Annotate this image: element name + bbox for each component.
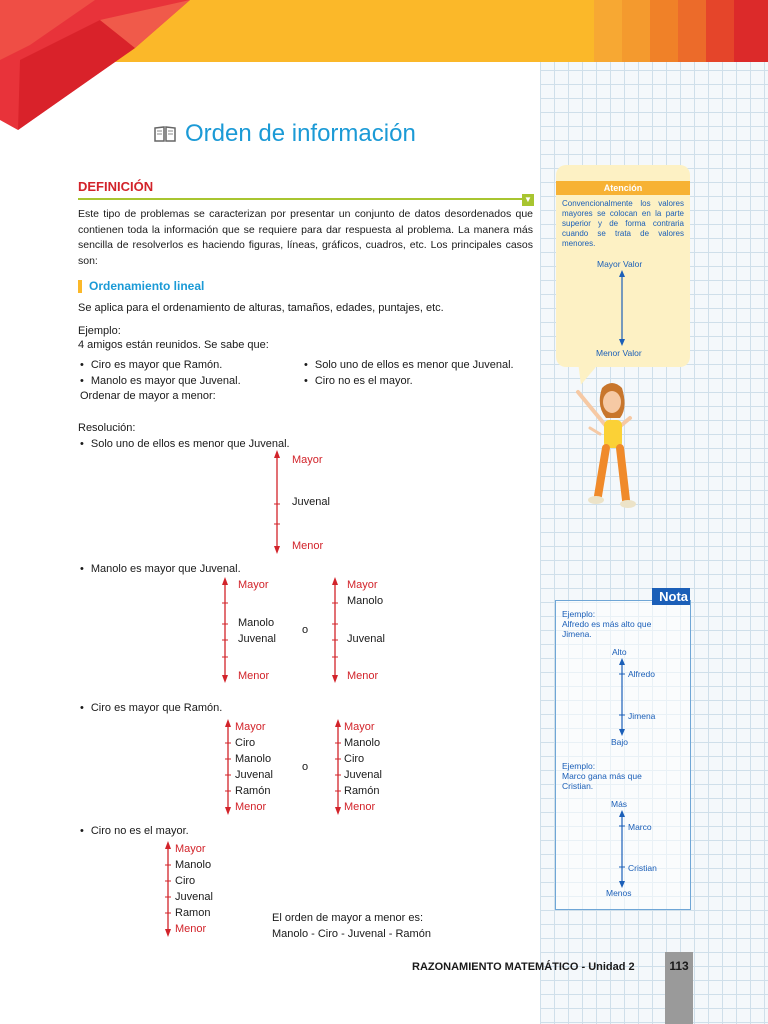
axis-item: Manolo xyxy=(344,737,381,749)
axis-menor-label: Menor xyxy=(175,923,207,935)
page-number: 113 xyxy=(669,959,689,973)
axis-mayor-label: Mayor xyxy=(175,843,206,855)
order-axis xyxy=(221,719,235,815)
axis-mayor-label: Mayor xyxy=(238,579,269,591)
resolution-step: • Ciro no es el mayor. xyxy=(80,824,189,838)
note-top-label: Alto xyxy=(612,647,627,657)
note-item: Marco xyxy=(628,822,652,832)
subsection-title: Ordenamiento lineal xyxy=(78,280,204,293)
chevron-down-icon: ▼ xyxy=(522,194,534,206)
order-axis xyxy=(270,450,284,554)
condition-item: • Ciro no es el mayor. xyxy=(304,374,413,388)
axis-item: Ciro xyxy=(175,875,196,887)
answer-label: El orden de mayor a menor es: xyxy=(272,912,424,924)
note-item: Jimena xyxy=(628,711,656,721)
order-axis xyxy=(328,577,342,683)
note-axis xyxy=(617,810,627,888)
axis-item: Ramón xyxy=(344,785,380,797)
definition-text: Este tipo de problemas se caracterizan por presentar un conjunto de datos desordenados que contienen toda la información que se requiere para dar respuesta al problema. La manera más sencilla de resolverlos es haciendo figuras, líneas, gráficos, cuadros, etc. Los principales casos son: xyxy=(78,208,533,267)
note-bottom-label: Bajo xyxy=(611,737,629,747)
order-axis xyxy=(331,719,345,815)
attention-top-label: Mayor Valor xyxy=(597,259,643,269)
title-text: Orden de información xyxy=(185,120,416,147)
note-item: Alfredo xyxy=(628,669,655,679)
resolution-step: • Ciro es mayor que Ramón. xyxy=(80,701,222,715)
axis-mayor-label: Mayor xyxy=(292,454,323,466)
definition-heading: DEFINICIÓN ▼ xyxy=(78,178,534,200)
order-axis xyxy=(161,841,175,937)
example-question: Ordenar de mayor a menor: xyxy=(80,390,216,402)
condition-item: • Ciro es mayor que Ramón. xyxy=(80,358,222,372)
axis-menor-label: Menor xyxy=(347,670,379,682)
girl-illustration xyxy=(572,378,642,513)
note-example-label: Ejemplo: xyxy=(562,761,596,771)
axis-item: Manolo xyxy=(347,595,384,607)
axis-menor-label: Menor xyxy=(292,540,324,552)
axis-item: Juvenal xyxy=(344,769,382,781)
note-example-label: Ejemplo: xyxy=(562,609,596,619)
axis-mayor-label: Mayor xyxy=(347,579,378,591)
note-top-label: Más xyxy=(611,799,628,809)
book-icon xyxy=(153,125,177,143)
attention-bottom-label: Menor Valor xyxy=(596,348,642,358)
subsection-intro: Se aplica para el ordenamiento de alturas, tamaños, edades, puntajes, etc. xyxy=(78,302,444,314)
order-axis xyxy=(218,577,232,683)
axis-mayor-label: Mayor xyxy=(235,721,266,733)
axis-item: Ciro xyxy=(235,737,256,749)
note-tag: Nota xyxy=(652,588,690,605)
or-label: o xyxy=(302,624,309,636)
note-item: Cristian xyxy=(628,863,657,873)
axis-item: Manolo xyxy=(235,753,272,765)
condition-item: • Solo uno de ellos es menor que Juvenal. xyxy=(304,358,514,372)
condition-item: • Manolo es mayor que Juvenal. xyxy=(80,374,241,388)
axis-item: Ramón xyxy=(235,785,271,797)
axis-item: Juvenal xyxy=(175,891,213,903)
attention-text: Convencionalmente los valores mayores se colocan en la parte superior y de forma contraria cuando se trata de valores menores. xyxy=(562,199,684,248)
axis-item: Ciro xyxy=(344,753,365,765)
example-statement: 4 amigos están reunidos. Se sabe que: xyxy=(78,339,269,351)
axis-menor-label: Menor xyxy=(344,801,376,813)
axis-item: Ramon xyxy=(175,907,211,919)
or-label: o xyxy=(302,761,309,773)
corner-decoration xyxy=(0,0,200,135)
axis-item: Manolo xyxy=(238,617,275,629)
note-bottom-label: Menos xyxy=(606,888,632,898)
axis-item: Juvenal xyxy=(235,769,273,781)
attention-heading: Atención xyxy=(556,181,690,195)
note-axis xyxy=(617,658,627,736)
axis-menor-label: Menor xyxy=(235,801,267,813)
page-title xyxy=(153,120,416,148)
resolution-step: • Solo uno de ellos es menor que Juvenal. xyxy=(80,437,290,451)
answer-text: Manolo - Ciro - Juvenal - Ramón xyxy=(272,928,431,940)
note-example-text: Marco gana más que Cristian. xyxy=(562,771,642,791)
example-label: Ejemplo: xyxy=(78,325,121,337)
footer-text: RAZONAMIENTO MATEMÁTICO - Unidad 2 xyxy=(412,961,635,973)
axis-item: Juvenal xyxy=(292,496,330,508)
axis-item: Juvenal xyxy=(347,633,385,645)
attention-axis xyxy=(617,270,627,346)
axis-mayor-label: Mayor xyxy=(344,721,375,733)
axis-item: Manolo xyxy=(175,859,212,871)
axis-item: Juvenal xyxy=(238,633,276,645)
resolution-label: Resolución: xyxy=(78,422,136,434)
note-example-text: Alfredo es más alto que Jimena. xyxy=(562,619,652,639)
axis-menor-label: Menor xyxy=(238,670,270,682)
resolution-step: • Manolo es mayor que Juvenal. xyxy=(80,562,241,576)
